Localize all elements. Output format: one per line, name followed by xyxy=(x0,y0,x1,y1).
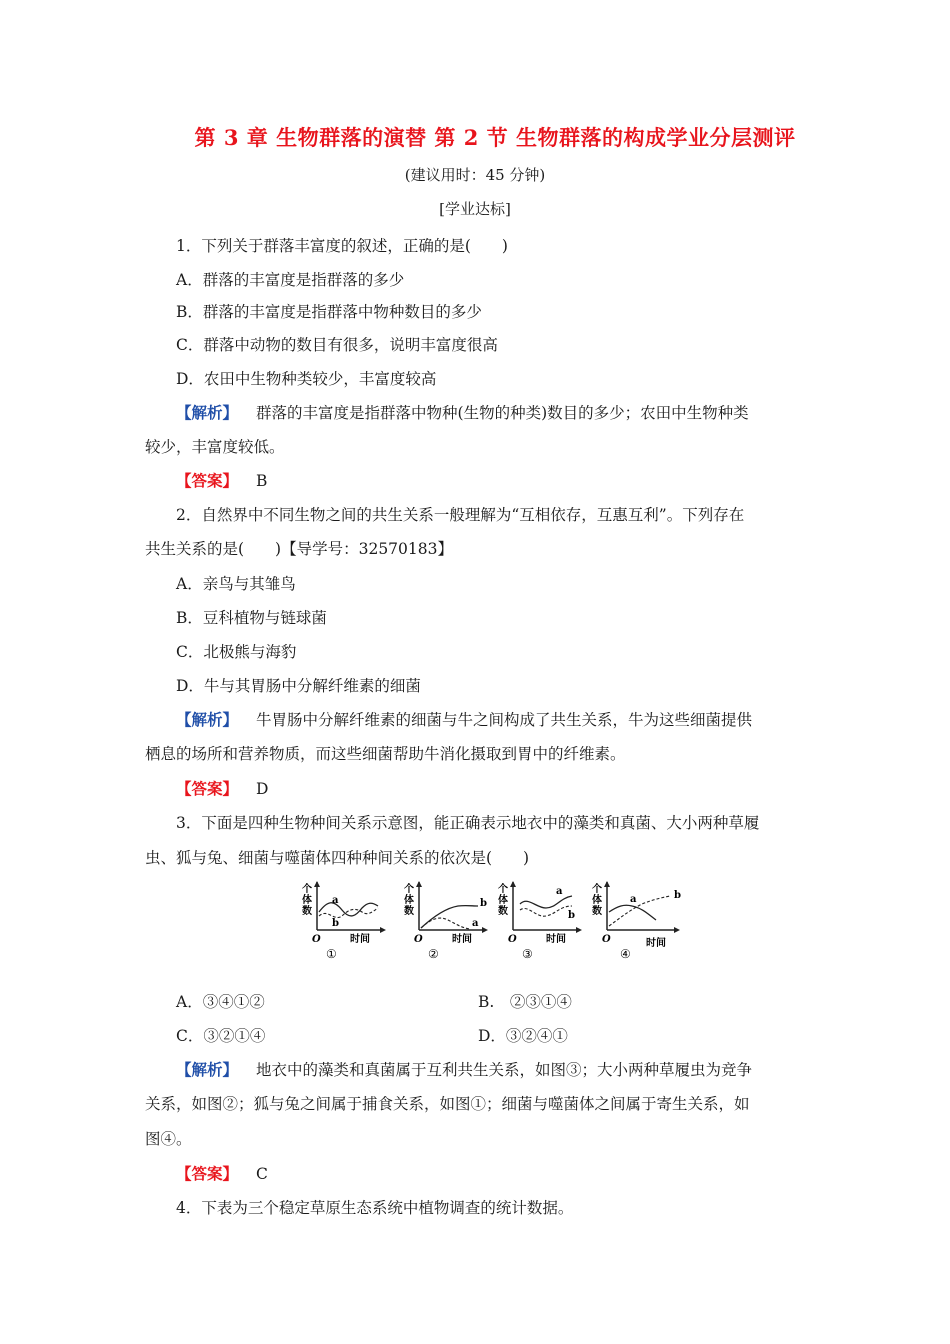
q2-option-a: A．亲鸟与其雏鸟 xyxy=(176,575,296,593)
q1-option-d: D．农田中生物种类较少，丰富度较高 xyxy=(176,370,437,388)
curve-label-b: b xyxy=(674,890,681,901)
q1-option-b: B．群落的丰富度是指群落中物种数目的多少 xyxy=(176,303,482,321)
y-axis-char-1: 个 xyxy=(404,884,414,895)
panel-number: ② xyxy=(428,947,439,961)
answer-tag: 【答案】 xyxy=(176,779,239,798)
q3-analysis-text-3: 图④。 xyxy=(145,1130,192,1148)
analysis-tag: 【解析】 xyxy=(176,710,239,729)
origin-label: O xyxy=(414,934,423,945)
q2-analysis-text-2: 栖息的场所和营养物质，而这些细菌帮助牛消化摄取到胃中的纤维素。 xyxy=(145,745,626,763)
figure-panel-3 xyxy=(496,878,588,962)
curve-label-b: b xyxy=(332,918,339,929)
panel-number: ① xyxy=(326,947,337,961)
y-axis-char-1: 个 xyxy=(592,884,602,895)
curve-label-a: a xyxy=(556,886,563,897)
figure-panel-1 xyxy=(300,878,392,962)
analysis-tag: 【解析】 xyxy=(176,403,239,422)
y-axis-char-2: 体 xyxy=(404,895,414,906)
y-axis-char-1: 个 xyxy=(302,884,312,895)
answer-tag: 【答案】 xyxy=(176,1164,239,1183)
q3-analysis-text-2: 关系，如图②；狐与兔之间属于捕食关系，如图①；细菌与噬菌体之间属于寄生关系，如 xyxy=(145,1095,750,1113)
q2-answer xyxy=(176,777,268,799)
q3-answer xyxy=(176,1162,268,1184)
q3-option-b: B. ②③①④ xyxy=(478,993,572,1011)
y-axis-char-3: 数 xyxy=(498,906,508,917)
answer-tag: 【答案】 xyxy=(176,471,239,490)
x-axis-label: 时间 xyxy=(546,934,566,945)
analysis-tag: 【解析】 xyxy=(176,1060,239,1079)
origin-label: O xyxy=(602,934,611,945)
q3-analysis xyxy=(176,1058,752,1080)
origin-label: O xyxy=(312,934,321,945)
panel-number: ③ xyxy=(522,947,533,961)
curve-label-a: a xyxy=(630,894,637,905)
figure-panel-4 xyxy=(590,878,682,962)
q3-option-c: C．③②①④ xyxy=(176,1027,266,1045)
q4-stem: 4．下表为三个稳定草原生态系统中植物调查的统计数据。 xyxy=(176,1199,574,1217)
curve-label-b: b xyxy=(568,910,575,921)
y-axis-char-1: 个 xyxy=(498,884,508,895)
q2-option-b: B．豆科植物与链球菌 xyxy=(176,609,327,627)
q1-analysis-text-2: 较少，丰富度较低。 xyxy=(145,438,285,456)
curve-label-b: b xyxy=(480,898,487,909)
q2-option-d: D．牛与其胃肠中分解纤维素的细菌 xyxy=(176,677,421,695)
q3-option-d: D．③②④① xyxy=(478,1027,568,1045)
origin-label: O xyxy=(508,934,517,945)
q3-analysis-text-1: 地衣中的藻类和真菌属于互利共生关系，如图③；大小两种草履虫为竞争 xyxy=(256,1061,753,1079)
y-axis-char-3: 数 xyxy=(404,906,414,917)
y-axis-char-2: 体 xyxy=(302,895,312,906)
curve-label-a: a xyxy=(472,918,479,929)
y-axis-char-2: 体 xyxy=(498,895,508,906)
q1-stem: 1．下列关于群落丰富度的叙述，正确的是( ) xyxy=(176,237,508,255)
y-axis-char-2: 体 xyxy=(592,895,602,906)
x-axis-label: 时间 xyxy=(646,938,666,949)
q2-option-c: C．北极熊与海豹 xyxy=(176,643,297,661)
relationship-figures xyxy=(300,878,700,962)
section-heading: [学业达标] xyxy=(439,200,511,218)
q1-option-c: C．群落中动物的数目有很多，说明丰富度很高 xyxy=(176,336,498,354)
q2-analysis xyxy=(176,708,752,730)
x-axis-label: 时间 xyxy=(452,934,472,945)
q3-option-a: A．③④①② xyxy=(176,993,265,1011)
panel-number: ④ xyxy=(620,947,631,961)
curve-label-a: a xyxy=(332,895,339,906)
q1-option-a: A．群落的丰富度是指群落的多少 xyxy=(176,271,405,289)
x-axis-label: 时间 xyxy=(350,934,370,945)
y-axis-char-3: 数 xyxy=(592,906,602,917)
q3-answer-value: C xyxy=(256,1165,268,1183)
page-title: 第 3 章 生物群落的演替 第 2 节 生物群落的构成学业分层测评 xyxy=(194,125,796,150)
y-axis-char-3: 数 xyxy=(302,906,312,917)
figure-panel-2 xyxy=(402,878,494,962)
time-note: (建议用时：45 分钟) xyxy=(404,166,546,184)
q2-analysis-text-1: 牛胃肠中分解纤维素的细菌与牛之间构成了共生关系，牛为这些细菌提供 xyxy=(256,711,753,729)
q2-stem-1: 2．自然界中不同生物之间的共生关系一般理解为“互相依存，互惠互利”。下列存在 xyxy=(176,506,745,524)
q2-answer-value: D xyxy=(256,780,269,798)
q1-answer xyxy=(176,469,267,491)
q3-stem-2: 虫、狐与兔、细菌与噬菌体四种种间关系的依次是( ) xyxy=(145,849,530,867)
q3-stem-1: 3．下面是四种生物种间关系示意图，能正确表示地衣中的藻类和真菌、大小两种草履 xyxy=(176,814,760,832)
q1-analysis-text-1: 群落的丰富度是指群落中物种(生物的种类)数目的多少；农田中生物种类 xyxy=(256,404,749,422)
q1-analysis xyxy=(176,401,749,423)
q2-stem-2: 共生关系的是( )【导学号：32570183】 xyxy=(145,540,453,558)
q1-answer-value: B xyxy=(256,472,268,490)
